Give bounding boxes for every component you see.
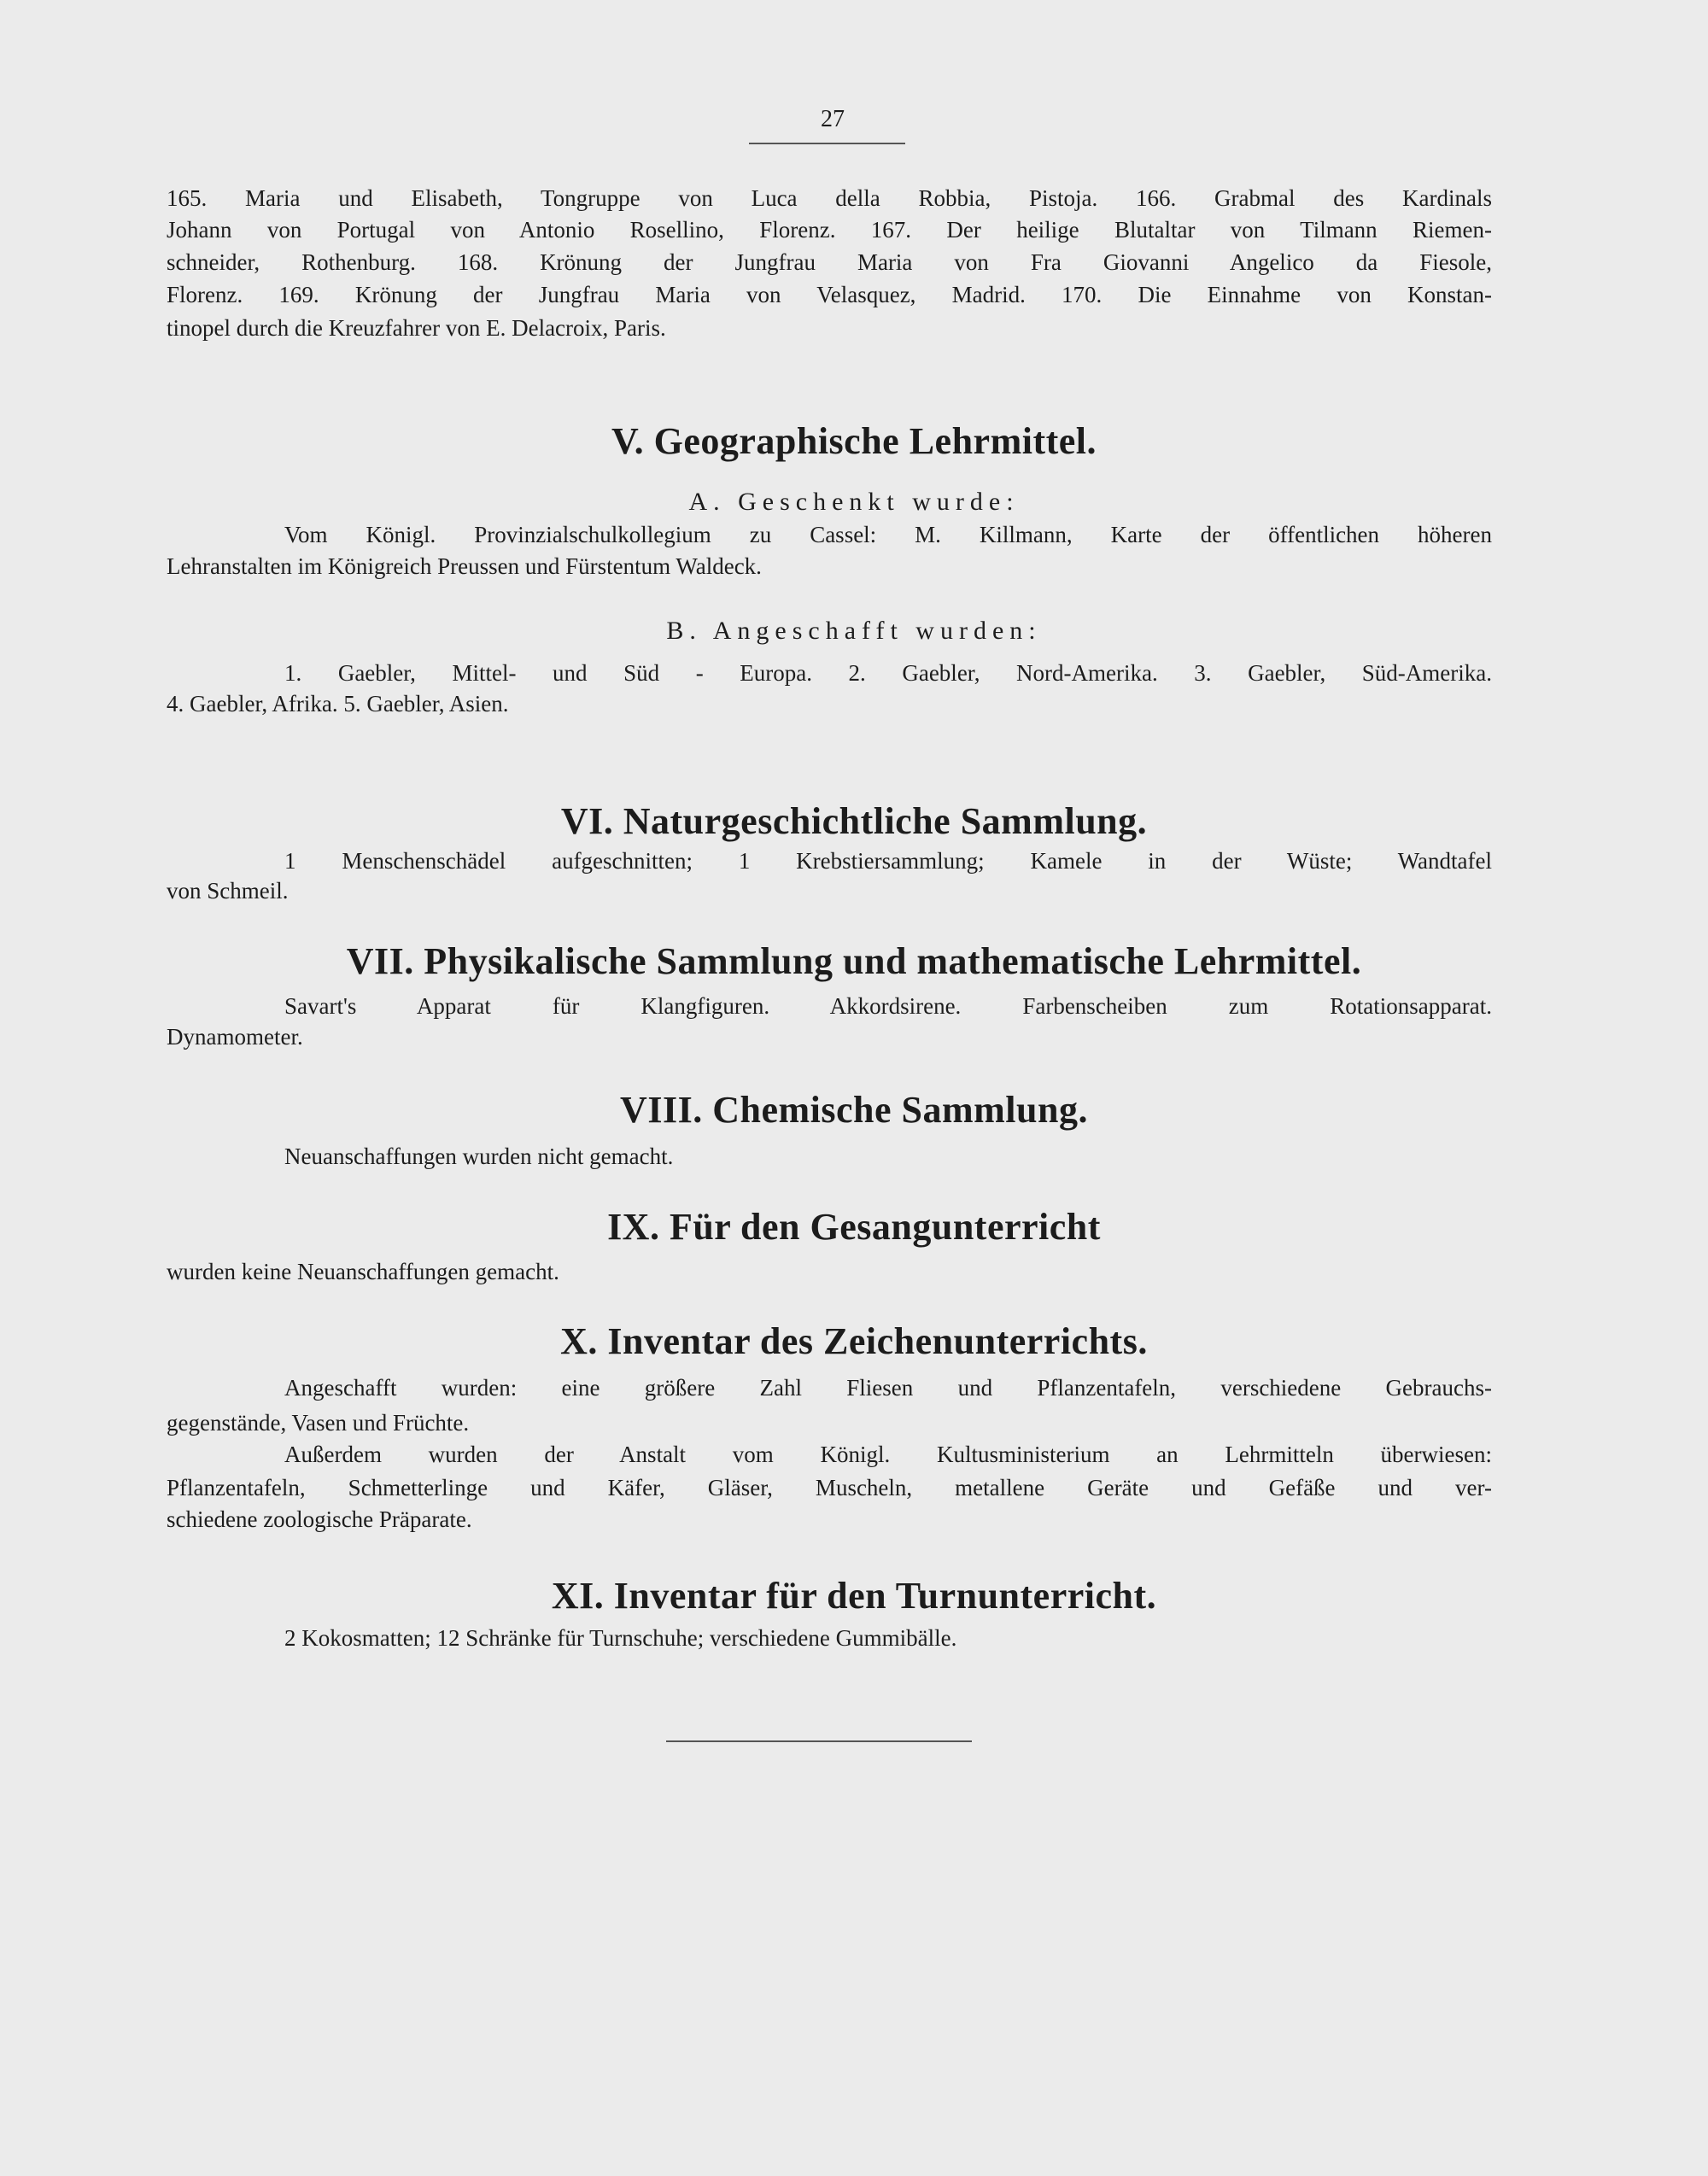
text-line: Johann von Portugal von Antonio Rosellino, Florenz. 167. Der heilige Blutaltar von Tilmann Riemen- xyxy=(167,217,1492,243)
text-line: Neuanschaffungen wurden nicht gemacht. xyxy=(284,1144,674,1169)
text-line: Vom Königl. Provinzialschulkollegium zu Cassel: M. Killmann, Karte der öffentlichen höheren xyxy=(284,522,1492,547)
text-line: 1 Menschenschädel aufgeschnitten; 1 Krebstiersammlung; Kamele in der Wüste; Wandtafel xyxy=(284,848,1492,874)
text-line: Angeschafft wurden: eine größere Zahl Fliesen und Pflanzentafeln, verschiedene Gebrauchs- xyxy=(284,1375,1492,1401)
section-heading: VI. Naturgeschichtliche Sammlung. xyxy=(560,800,1148,842)
text-line: schiedene zoologische Präparate. xyxy=(167,1506,472,1532)
text-line: Dynamometer. xyxy=(167,1024,303,1050)
section-heading: VIII. Chemische Sammlung. xyxy=(620,1089,1088,1131)
text-line: Savart's Apparat für Klangfiguren. Akkordsirene. Farbenscheiben zum Rotationsapparat. xyxy=(284,993,1492,1019)
section-heading: X. Inventar des Zeichenunterrichts. xyxy=(560,1320,1148,1362)
section-heading: IX. Für den Gesangunterricht xyxy=(607,1206,1101,1248)
text-line: 1. Gaebler, Mittel- und Süd - Europa. 2. Gaebler, Nord-Amerika. 3. Gaebler, Süd-Amerika. xyxy=(284,660,1492,686)
text-line: 165. Maria und Elisabeth, Tongruppe von Luca della Robbia, Pistoja. 166. Grabmal des Kardinals xyxy=(167,185,1492,211)
footer-rule xyxy=(666,1740,972,1742)
text-line: schneider, Rothenburg. 168. Krönung der Jungfrau Maria von Fra Giovanni Angelico da Fiesole, xyxy=(167,249,1492,275)
text-line: gegenstände, Vasen und Früchte. xyxy=(167,1410,470,1436)
section-heading: V. Geographische Lehrmittel. xyxy=(611,420,1097,462)
page-number: 27 xyxy=(821,106,845,132)
text-line: 4. Gaebler, Afrika. 5. Gaebler, Asien. xyxy=(167,691,509,717)
text-line: Außerdem wurden der Anstalt vom Königl. Kultusministerium an Lehrmitteln überwiesen: xyxy=(284,1442,1492,1467)
text-line: 2 Kokosmatten; 12 Schränke für Turnschuhe; verschiedene Gummibälle. xyxy=(284,1625,957,1651)
section-heading: VII. Physikalische Sammlung und mathematische Lehrmittel. xyxy=(346,940,1362,982)
header-rule xyxy=(749,143,905,144)
section-heading: XI. Inventar für den Turnunterricht. xyxy=(551,1575,1157,1617)
text-line: Lehranstalten im Königreich Preussen und Fürstentum Waldeck. xyxy=(167,553,762,579)
text-line: Pflanzentafeln, Schmetterlinge und Käfer, Gläser, Muscheln, metallene Geräte und Gefäße und ver- xyxy=(167,1475,1492,1500)
text-line: von Schmeil. xyxy=(167,878,289,904)
subsection-heading: A. Geschenkt wurde: xyxy=(688,488,1020,516)
subsection-heading: B. Angeschafft wurden: xyxy=(666,617,1042,645)
text-line: Florenz. 169. Krönung der Jungfrau Maria von Velasquez, Madrid. 170. Die Einnahme von Konstan- xyxy=(167,282,1492,307)
text-line: tinopel durch die Kreuzfahrer von E. Delacroix, Paris. xyxy=(167,315,666,341)
text-line: wurden keine Neuanschaffungen gemacht. xyxy=(167,1259,559,1284)
